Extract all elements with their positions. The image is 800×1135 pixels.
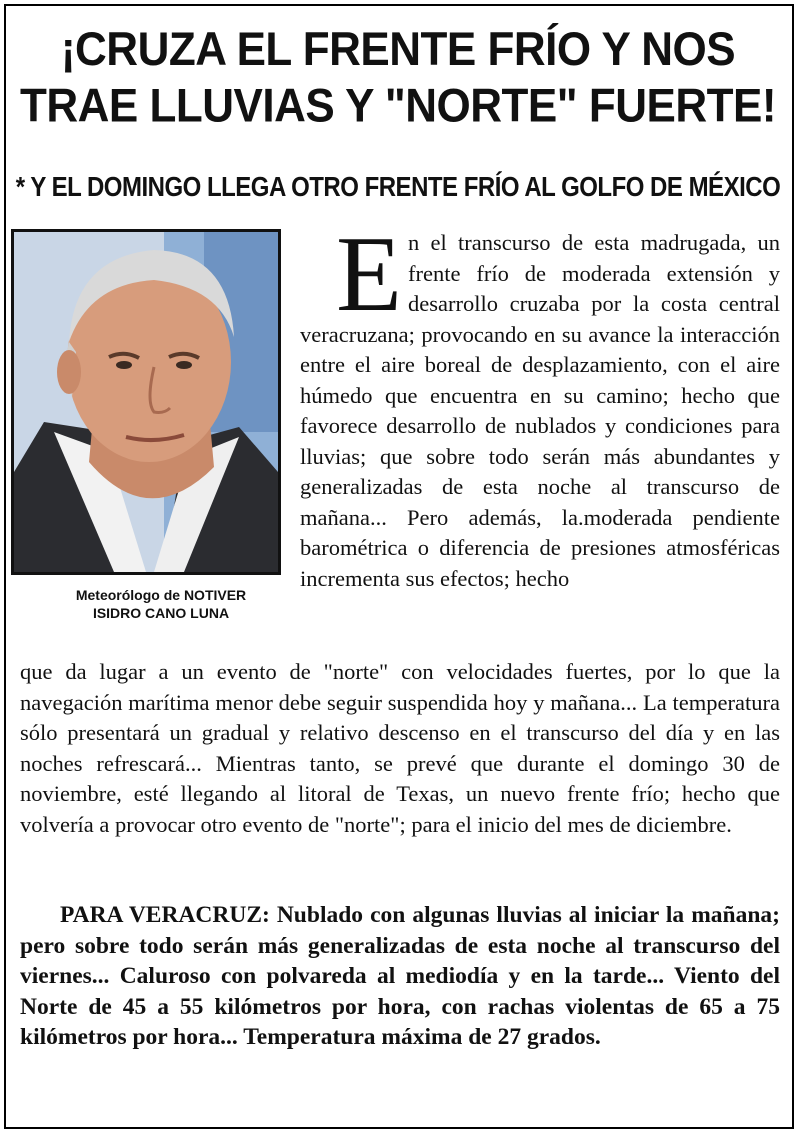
article-column-text — [300, 215, 780, 594]
article-paragraph-1-column: n el transcurso de esta madrugada, un frente frío de moderada extensión y desarrollo cruzaba por la costa central veracruzana; provocando en su avance la interacción entre el aire boreal de desplazamiento, con el aire húmedo que encuentra en su camino; hecho que favorece desarrollo de nublados y condiciones para lluvias; que sobre todo serán más abundantes y generalizadas de esta noche al transcurso de mañana... Pero además, la.moderada pendiente barométrica o diferencia de presiones atmosféricas incrementa sus efectos; hecho — [300, 230, 780, 591]
subheadline: * Y EL DOMINGO LLEGA OTRO FRENTE FRÍO AL GOLFO DE MÉXICO — [15, 171, 781, 203]
caption-line-1: Meteorólogo de NOTIVER — [75, 587, 247, 603]
caption-line-2: ISIDRO CANO LUNA — [92, 605, 230, 621]
photo-caption — [11, 586, 311, 622]
portrait-photo — [11, 229, 281, 575]
headline — [0, 22, 796, 134]
portrait-illustration — [14, 232, 278, 572]
drop-cap: E — [336, 215, 402, 334]
headline-line-1: ¡CRUZA EL FRENTE FRÍO Y NOS — [60, 23, 736, 76]
article-paragraph-1-continued: que da lugar a un evento de "norte" con velocidades fuertes, por lo que la navegación marítima menor debe seguir suspendida hoy y mañana... La temperatura sólo presentará un gradual y relativo descenso en el transcurso del día y en las noches refrescará... Mientras tanto, se prevé que durante el domingo 30 de noviembre, esté llegando al litoral de Texas, un nuevo frente frío; hecho que volvería a provocar otro evento de "norte"; para el inicio del mes de diciembre. — [20, 659, 780, 837]
forecast-paragraph: PARA VERACRUZ: Nublado con algunas lluvias al iniciar la mañana; pero sobre todo serán más generalizadas de esta noche al transcurso del viernes... Caluroso con polvareda al mediodía y en la tarde... Viento del Norte de 45 a 55 kilómetros por hora, con rachas violentas de 65 a 75 kilómetros por hora... Temperatura máxima de 27 grados. — [20, 902, 780, 1050]
headline-line-2: TRAE LLUVIAS Y "NORTE" FUERTE! — [19, 79, 777, 133]
